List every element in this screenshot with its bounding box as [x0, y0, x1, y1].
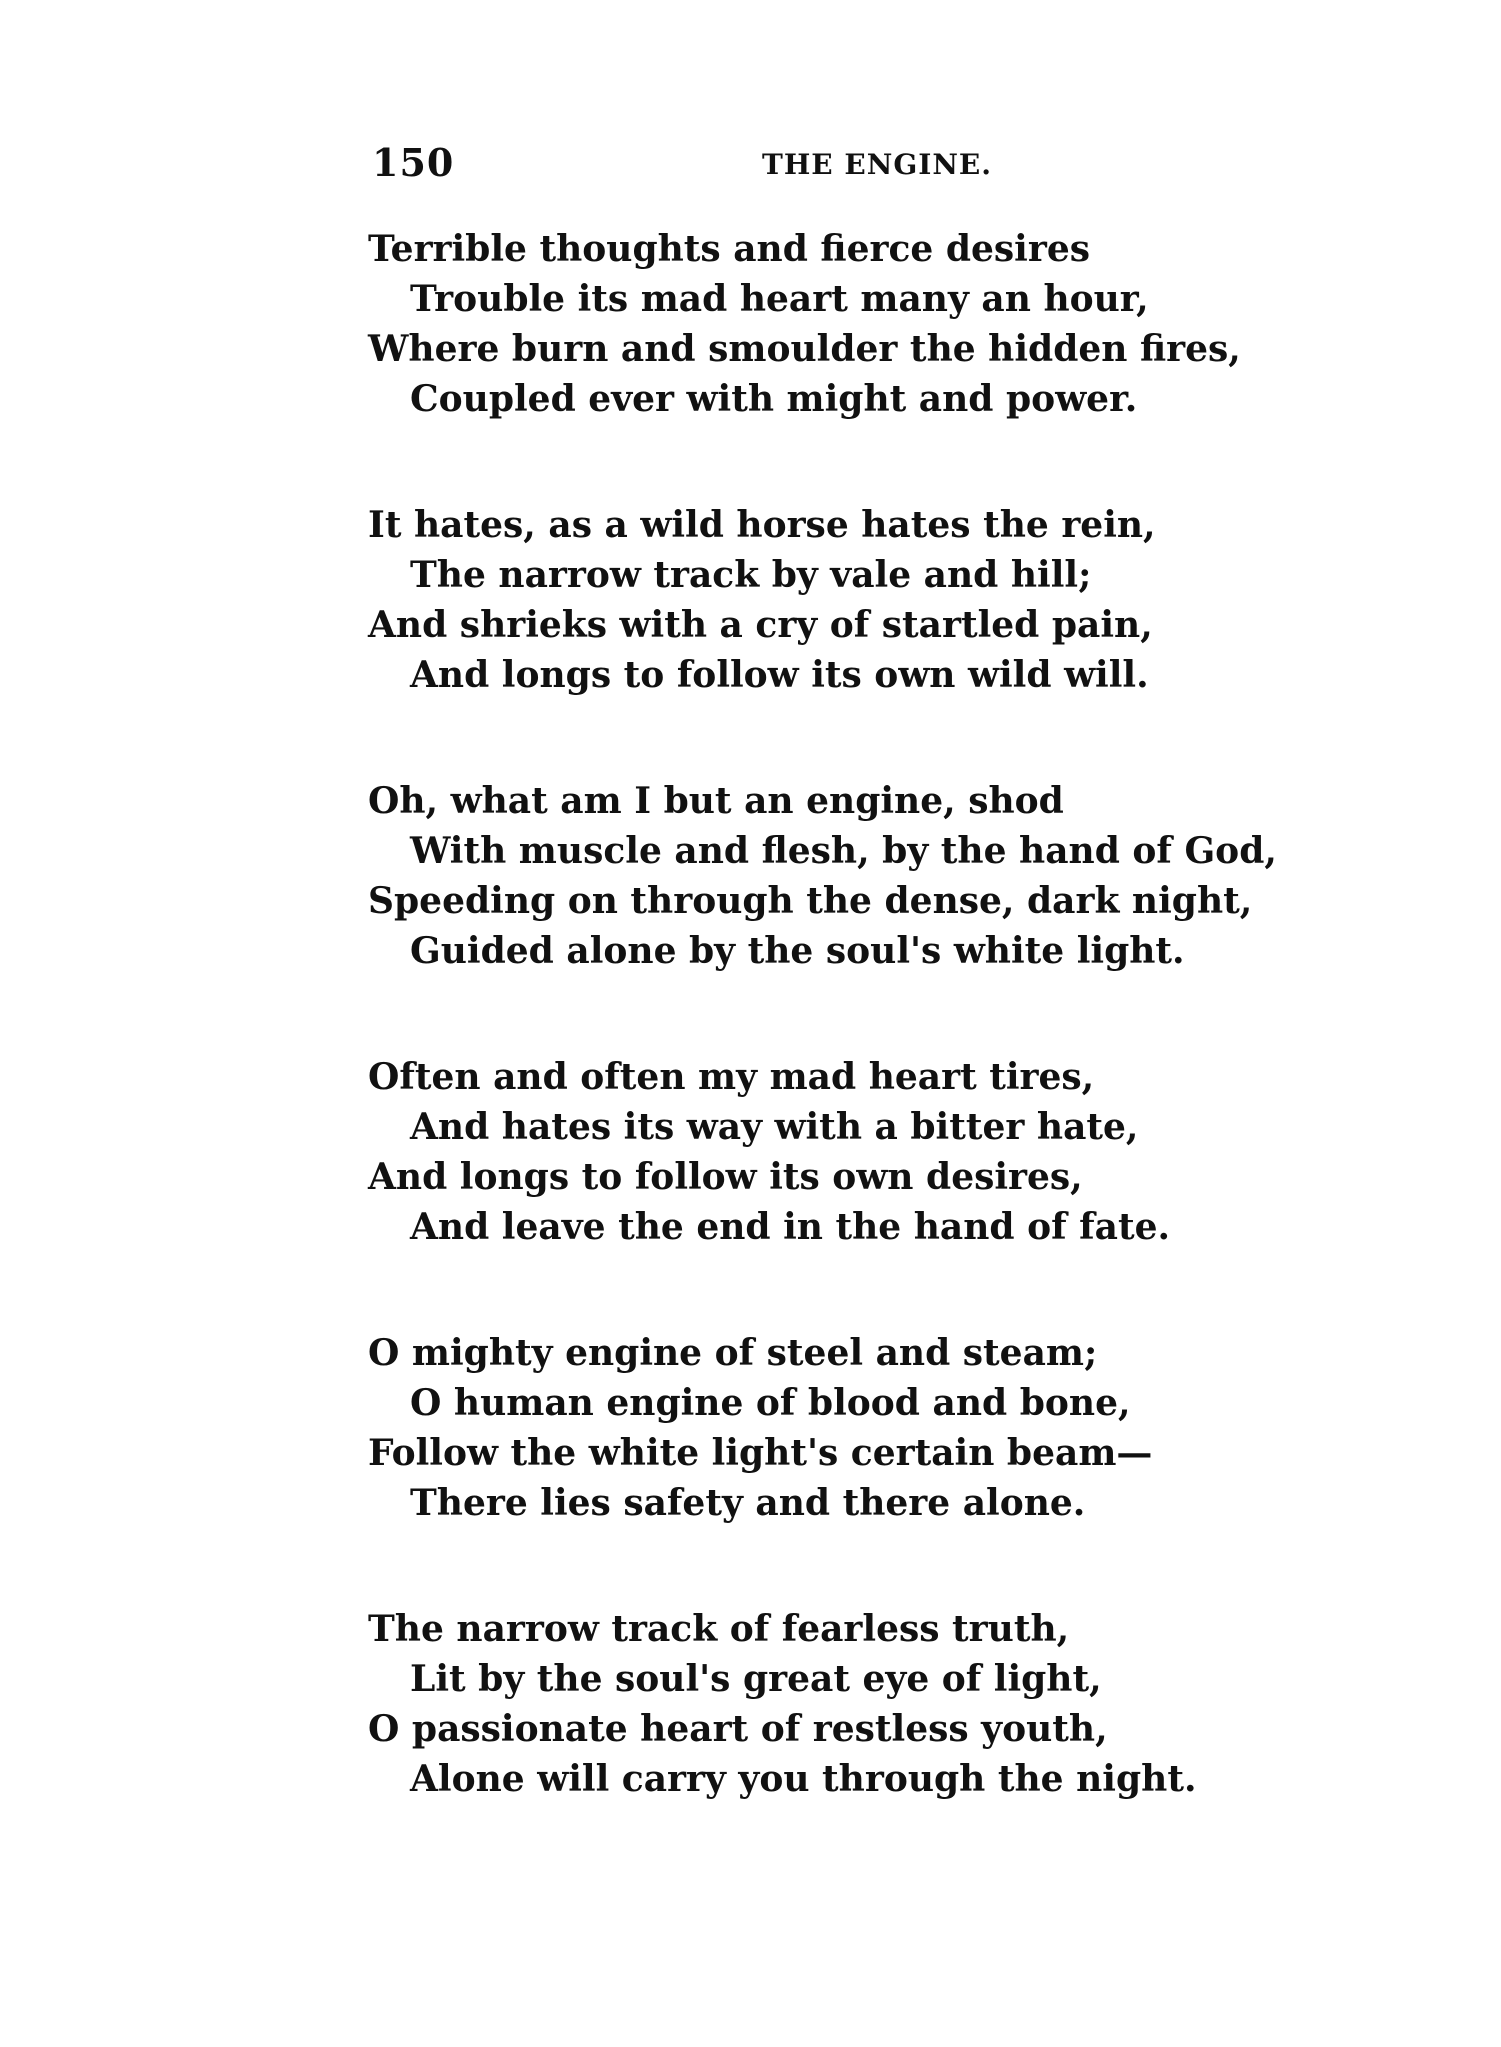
stanza-4 [368, 1052, 1268, 1252]
poem-line: Often and often my mad heart tires, [368, 1056, 1095, 1098]
poem [368, 224, 1277, 1804]
poem-line: Lit by the soul's great eye of light, [410, 1658, 1102, 1700]
stanza-5 [368, 1328, 1268, 1528]
poem-line: Guided alone by the soul's white light. [410, 930, 1185, 972]
poem-line: And shrieks with a cry of startled pain, [368, 604, 1153, 646]
stanza-2 [368, 500, 1268, 700]
stanza-3 [368, 776, 1277, 976]
poem-line: The narrow track of fearless truth, [368, 1608, 1070, 1650]
stanza-1 [368, 224, 1268, 424]
poem-line: It hates, as a wild horse hates the rein, [368, 504, 1156, 546]
poem-line: With muscle and flesh, by the hand of God, [410, 830, 1277, 872]
page-header [372, 140, 1192, 190]
poem-line: And longs to follow its own wild will. [410, 654, 1149, 696]
poem-line: And hates its way with a bitter hate, [410, 1106, 1139, 1148]
poem-line: O mighty engine of steel and steam; [368, 1332, 1098, 1374]
running-head: THE ENGINE. [762, 148, 993, 181]
poem-line: O human engine of blood and bone, [410, 1382, 1131, 1424]
poem-line: The narrow track by vale and hill; [410, 554, 1092, 596]
poem-line: Alone will carry you through the night. [410, 1758, 1197, 1800]
poem-line: And leave the end in the hand of fate. [410, 1206, 1171, 1248]
poem-line: O passionate heart of restless youth, [368, 1708, 1108, 1750]
page-number: 150 [372, 140, 455, 185]
poem-line: Oh, what am I but an engine, shod [368, 780, 1064, 822]
poem-line: Terrible thoughts and fierce desires [368, 228, 1090, 270]
poem-line: Speeding on through the dense, dark night, [368, 880, 1253, 922]
poem-line: There lies safety and there alone. [410, 1482, 1086, 1524]
stanza-6 [368, 1604, 1268, 1804]
poem-line: Trouble its mad heart many an hour, [410, 278, 1149, 320]
poem-line: Where burn and smoulder the hidden fires, [368, 328, 1241, 370]
poem-line: Coupled ever with might and power. [410, 378, 1138, 420]
poem-line: Follow the white light's certain beam— [368, 1432, 1153, 1474]
poem-line: And longs to follow its own desires, [368, 1156, 1083, 1198]
